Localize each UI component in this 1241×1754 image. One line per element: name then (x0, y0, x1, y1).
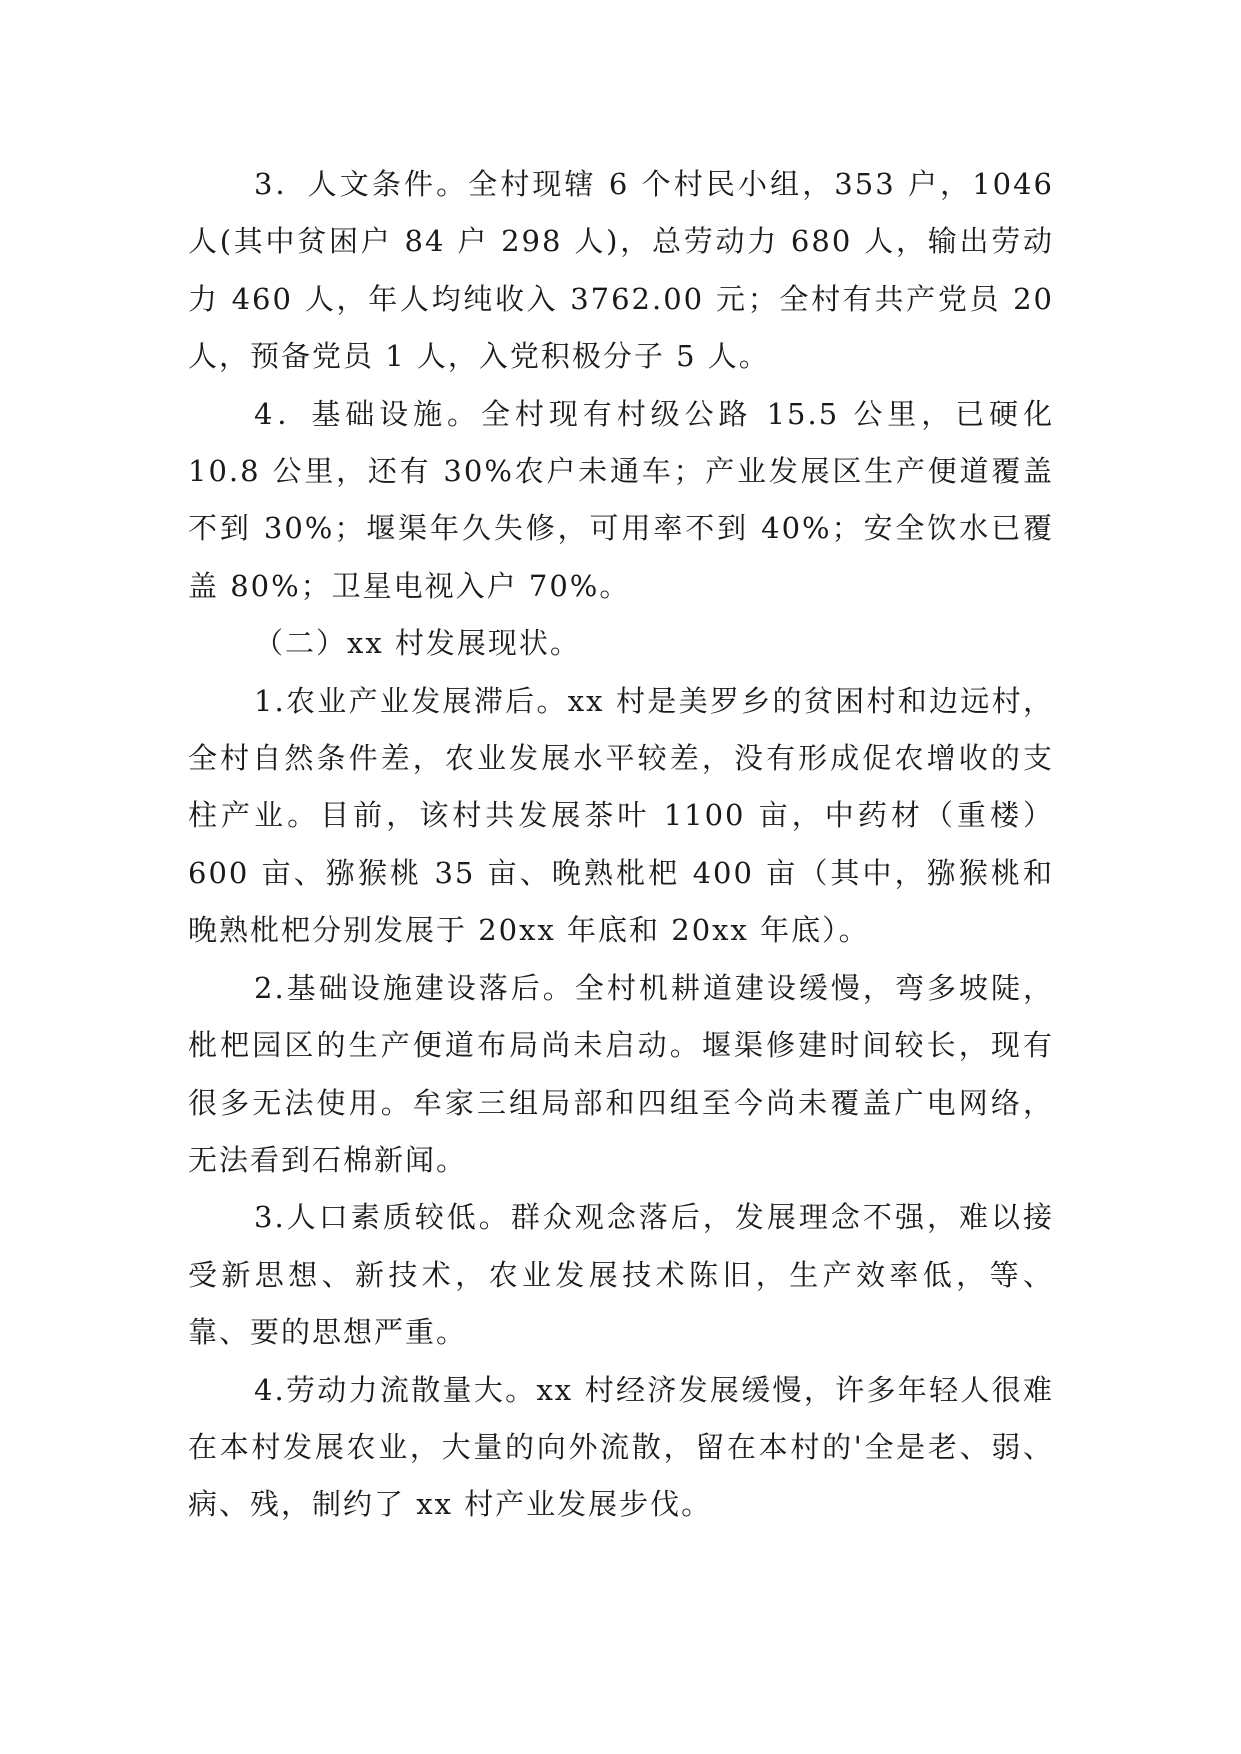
paragraph-agriculture: 1.农业产业发展滞后。xx 村是美罗乡的贫困村和边远村，全村自然条件差，农业发展水平较差，没有形成促农增收的支柱产业。目前，该村共发展茶叶 1100 亩，中药材（重楼）600 亩、猕猴桃 35 亩、晚熟枇杷 400 亩（其中，猕猴桃和晚熟枇杷分别发展于 20xx 年底和 20xx 年底）。 (188, 683, 1054, 948)
document-body (188, 156, 1054, 1534)
paragraph-infrastructure-lag: 2.基础设施建设落后。全村机耕道建设缓慢，弯多坡陡，枇杷园区的生产便道布局尚未启动。堰渠修建时间较长，现有很多无法使用。牟家三组局部和四组至今尚未覆盖广电网络，无法看到石棉新闻。 (188, 970, 1054, 1177)
paragraph-infrastructure: 4．基础设施。全村现有村级公路 15.5 公里，已硬化 10.8 公里，还有 30%农户未通车；产业发展区生产便道覆盖不到 30%；堰渠年久失修，可用率不到 40%；安全饮水已覆盖 80%；卫星电视入户 70%。 (188, 396, 1054, 603)
paragraph-labor-outflow: 4.劳动力流散量大。xx 村经济发展缓慢，许多年轻人很难在本村发展农业，大量的向外流散，留在本村的'全是老、弱、病、残，制约了 xx 村产业发展步伐。 (188, 1372, 1054, 1522)
section-heading-development-status: （二）xx 村发展现状。 (254, 626, 581, 661)
paragraph-population-quality: 3.人口素质较低。群众观念落后，发展理念不强，难以接受新思想、新技术，农业发展技术陈旧，生产效率低，等、靠、要的思想严重。 (188, 1200, 1054, 1350)
paragraph-humanities: 3．人文条件。全村现辖 6 个村民小组，353 户，1046 人(其中贫困户 84 户 298 人)，总劳动力 680 人，输出劳动力 460 人，年人均纯收入 3762.00 元；全村有共产党员 20 人，预备党员 1 人，入党积极分子 5 人。 (188, 167, 1054, 374)
